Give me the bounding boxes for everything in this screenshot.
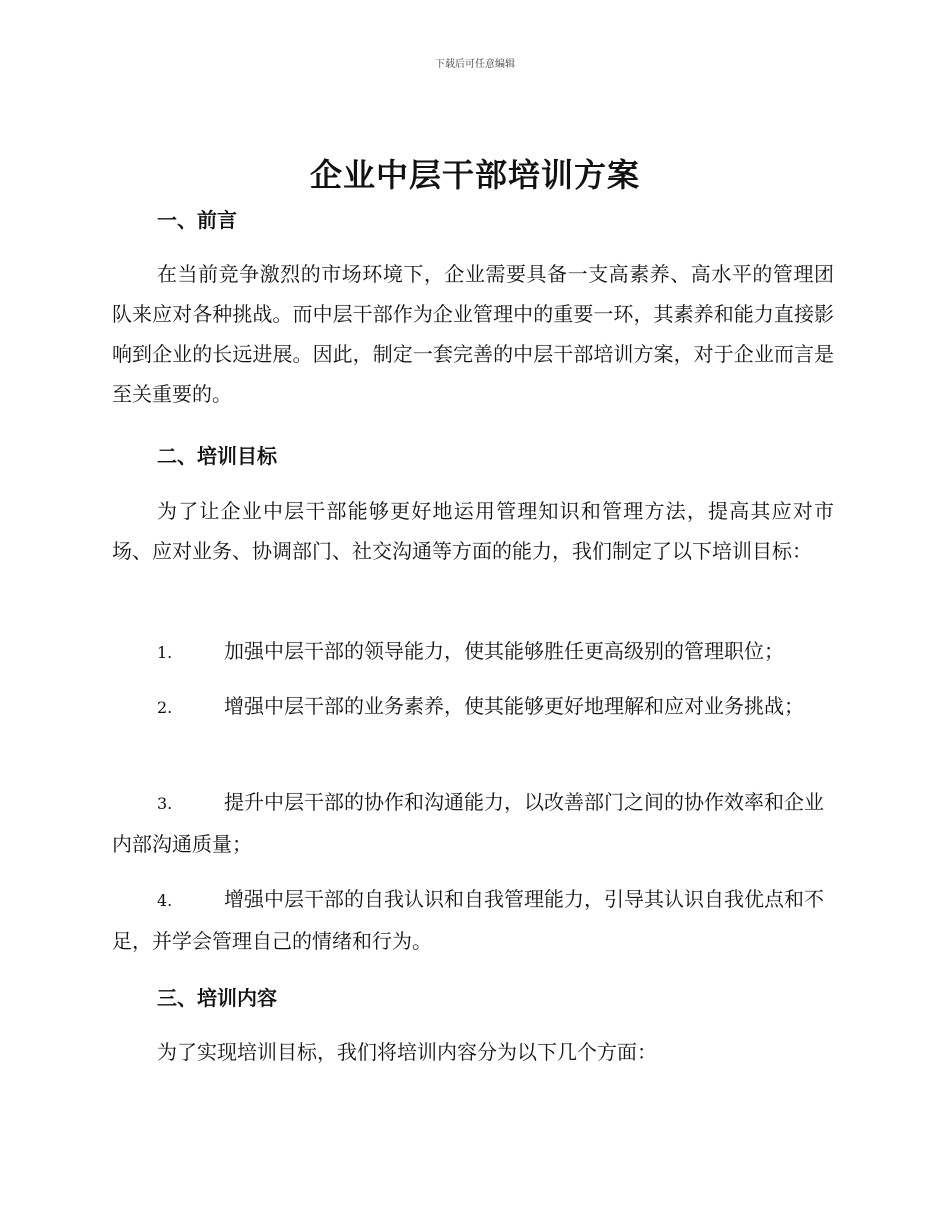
section-heading-goals: 二、培训目标 (157, 444, 277, 468)
section-heading-content: 三、培训内容 (157, 986, 277, 1010)
list-text: 增强中层干部的业务素养，使其能够更好地理解和应对业务挑战； (224, 694, 804, 718)
header-note: 下载后可任意编辑 (435, 59, 515, 70)
section-heading-preface: 一、前言 (157, 208, 237, 232)
list-text: 提升中层干部的协作和沟通能力，以改善部门之间的协作效率和企业内部沟通质量； (112, 790, 824, 856)
list-item (112, 631, 834, 673)
list-number: 4. (157, 891, 173, 910)
goals-intro-paragraph: 为了让企业中层干部能够更好地运用管理知识和管理方法，提高其应对市场、应对业务、协调部门、社交沟通等方面的能力，我们制定了以下培训目标： (112, 499, 834, 563)
list-text: 加强中层干部的领导能力，使其能够胜任更高级别的管理职位； (224, 639, 784, 663)
list-number: 2. (157, 698, 173, 717)
list-number: 3. (157, 794, 173, 813)
list-item (112, 782, 834, 864)
list-text: 增强中层干部的自我认识和自我管理能力，引导其认识自我优点和不足，并学会管理自己的情绪和行为。 (112, 887, 824, 953)
list-item (112, 879, 834, 961)
document-title: 企业中层干部培训方案 (309, 156, 640, 194)
preface-paragraph: 在当前竞争激烈的市场环境下，企业需要具备一支高素养、高水平的管理团队来应对各种挑战。而中层干部作为企业管理中的重要一环，其素养和能力直接影响到企业的长远进展。因此，制定一套完善的中层干部培训方案，对于企业而言是至关重要的。 (112, 262, 834, 406)
list-number: 1. (157, 643, 173, 662)
content-intro-paragraph: 为了实现培训目标，我们将培训内容分为以下几个方面： (157, 1040, 657, 1064)
list-item (112, 686, 834, 728)
